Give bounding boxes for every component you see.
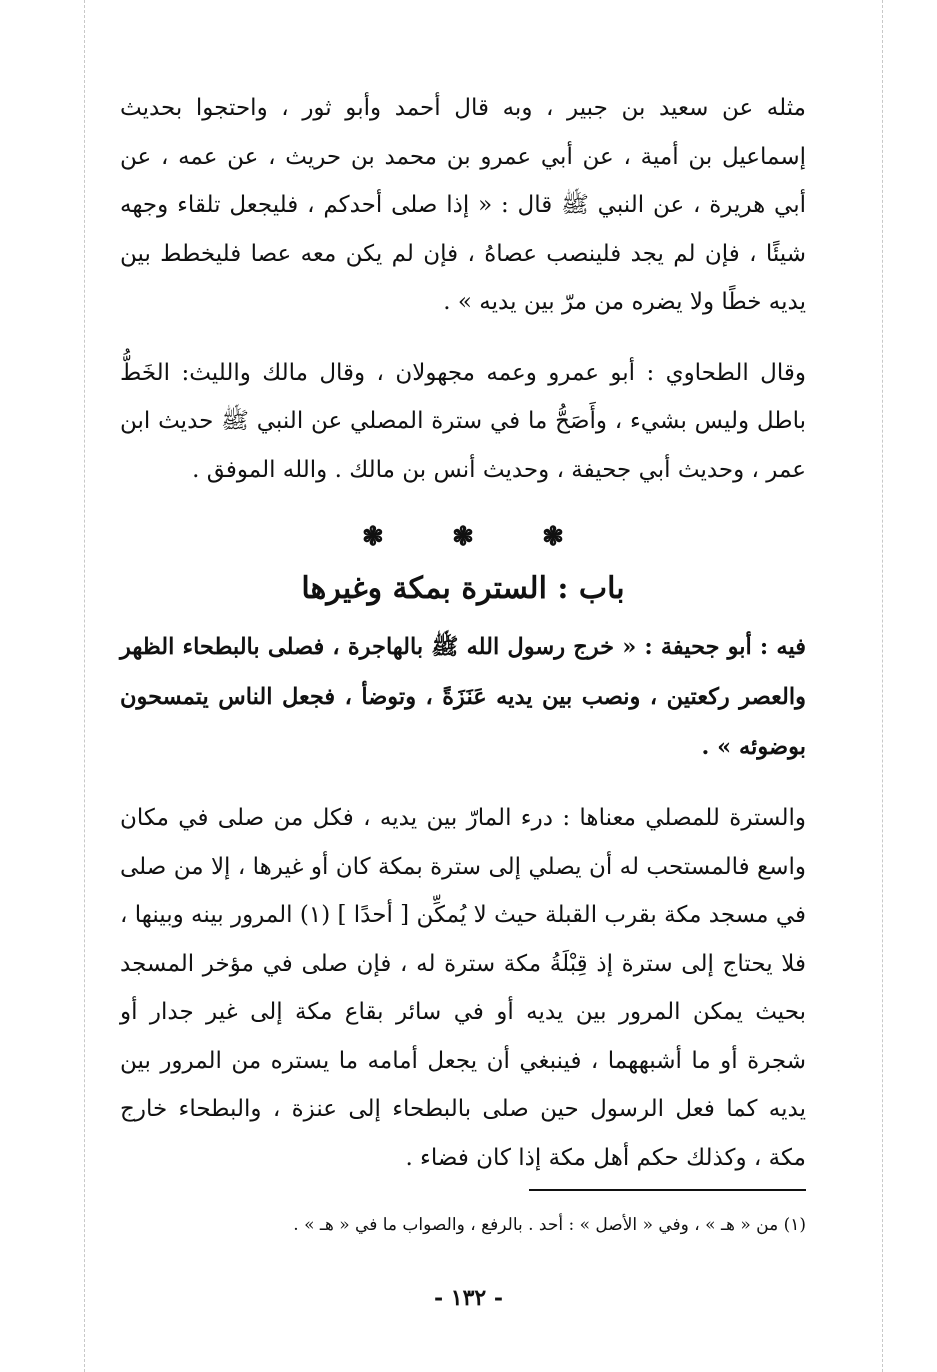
paragraph-hadith-chain: مثله عن سعيد بن جبير ، وبه قال أحمد وأبو ثور ، واحتجوا بحديث إسماعيل بن أمية ، عن أبي عمرو بن محمد بن حريث ، عن عمه ، عن أبي هريرة ، عن النبي ﷺ قال : « إذا صلى أحدكم ، فليجعل تلقاء وجهه شيئًا ، فإن لم يجد فلينصب عصاهُ ، فإن لم يكن معه عصا فليخطط بين يديه خطًا ولا يضره من مرّ بين يديه » . bbox=[120, 95, 806, 315]
scan-edge-left bbox=[84, 0, 85, 1372]
star-ornament: ❃ bbox=[452, 522, 474, 552]
star-ornament: ❃ bbox=[362, 522, 384, 552]
section-separator bbox=[120, 522, 806, 552]
page-body bbox=[120, 84, 806, 1182]
star-ornament: ❃ bbox=[542, 522, 564, 552]
chapter-heading: باب : السترة بمكة وغيرها bbox=[301, 571, 625, 606]
page-number: - ١٣٢ - bbox=[433, 1285, 504, 1311]
paragraph-tahawi-comment: وقال الطحاوي : أبو عمرو وعمه مجهولان ، وقال مالك والليث: الخَطُّ باطل وليس بشيء ، وأَصَحُّ ما في سترة المصلي عن النبي ﷺ حديث ابن عمر ، وحديث أبي جحيفة ، وحديث أنس بن مالك . والله الموفق . bbox=[120, 359, 806, 483]
scan-edge-right bbox=[882, 0, 883, 1372]
paragraph-commentary: والسترة للمصلي معناها : درء المارّ بين يديه ، فكل من صلى في مكان واسع فالمستحب له أن يصلي إلى سترة بمكة كان أو غيرها ، إلا من صلى في مسجد مكة بقرب القبلة حيث لا يُمكِّن [ أحدًا ] (١) المرور بينه وبينها ، فلا يحتاج إلى سترة إذ قِبْلَةُ مكة سترة له ، فإن صلى في مؤخر المسجد بحيث يمكن المرور بين يديه أو في سائر بقاع مكة إلى غير جدار أو شجرة أو ما أشبههما ، فينبغي أن يجعل أمامه ما يستره من المرور بين يديه كما فعل الرسول حين صلى بالبطحاء إلى عنزة ، والبطحاء خارج مكة ، وكذلك حكم أهل مكة إذا كان فضاء . bbox=[120, 805, 806, 1171]
footnote: (١) من « هـ » ، وفي « الأصل » : أحد . بالرفع ، والصواب ما في « هـ » . bbox=[293, 1215, 806, 1235]
paragraph-hadith-text: فيه : أبو جحيفة : « خرج رسول الله ﷺ بالهاجرة ، فصلى بالبطحاء الظهر والعصر ركعتين ، ونصب بين يديه عَنَزَةً ، وتوضأ ، فجعل الناس يتمسحون بوضوئه » . bbox=[120, 634, 806, 760]
footnote-divider bbox=[529, 1189, 806, 1191]
